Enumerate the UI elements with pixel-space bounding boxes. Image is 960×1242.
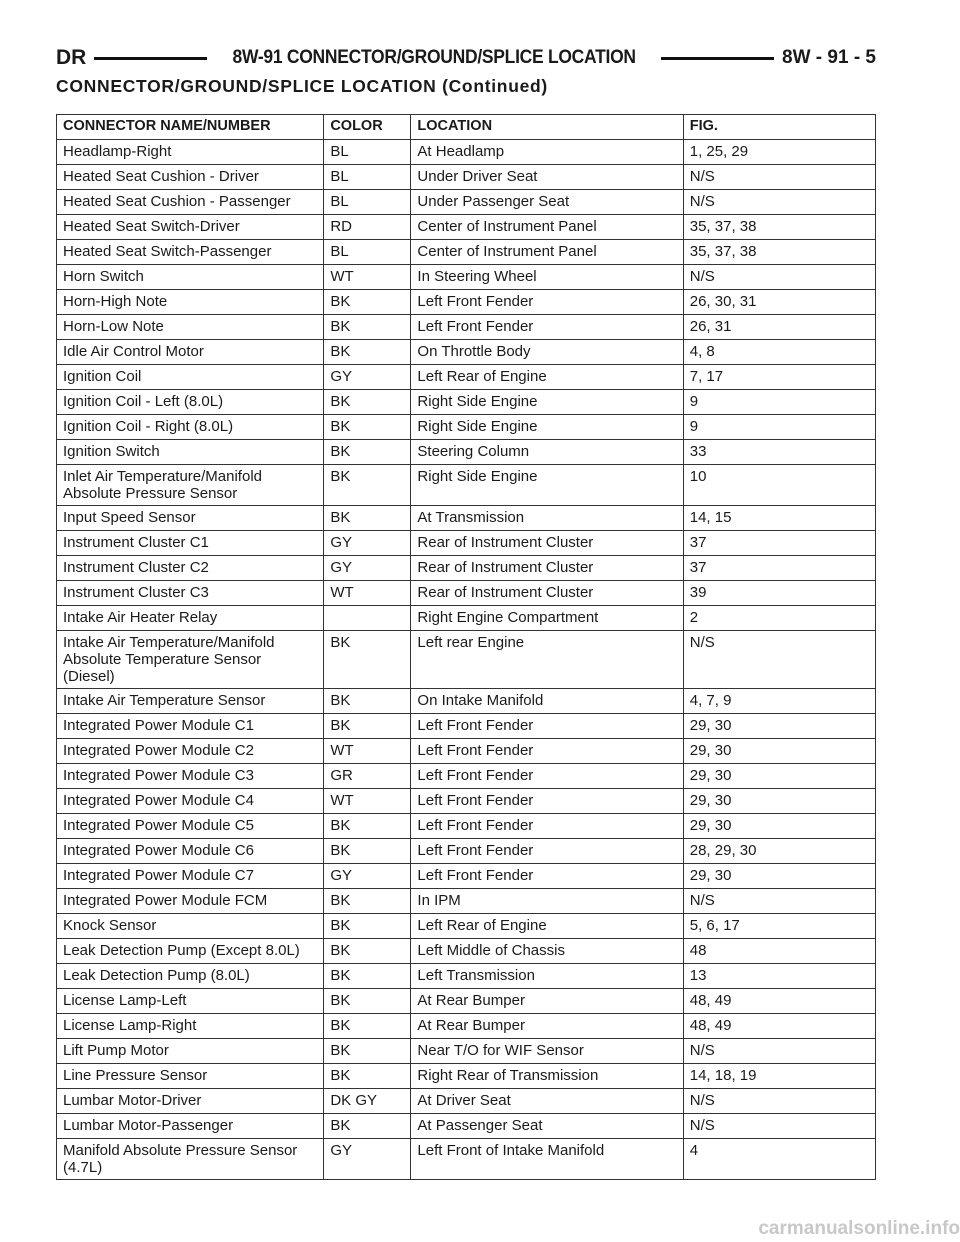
table-row — [57, 989, 876, 1014]
cell-color: BK — [324, 340, 411, 365]
cell-fig: 9 — [683, 415, 875, 440]
cell-color: GY — [324, 556, 411, 581]
cell-location: At Rear Bumper — [411, 1014, 683, 1039]
cell-color: GY — [324, 365, 411, 390]
cell-location: Left Front Fender — [411, 764, 683, 789]
cell-location: Steering Column — [411, 440, 683, 465]
cell-color: BK — [324, 1114, 411, 1139]
cell-fig: 28, 29, 30 — [683, 839, 875, 864]
cell-fig: 13 — [683, 964, 875, 989]
table-header-row — [57, 115, 876, 140]
cell-fig: N/S — [683, 1089, 875, 1114]
cell-location: Center of Instrument Panel — [411, 215, 683, 240]
cell-fig: 1, 25, 29 — [683, 140, 875, 165]
cell-connector: Idle Air Control Motor — [57, 340, 324, 365]
cell-color: BK — [324, 440, 411, 465]
cell-location: Center of Instrument Panel — [411, 240, 683, 265]
cell-color: BK — [324, 506, 411, 531]
section-code: DR — [56, 46, 87, 69]
cell-connector: Integrated Power Module C7 — [57, 864, 324, 889]
cell-color: BK — [324, 889, 411, 914]
cell-fig: 9 — [683, 390, 875, 415]
table-row — [57, 1139, 876, 1180]
cell-location: Right Engine Compartment — [411, 606, 683, 631]
cell-location: Left Rear of Engine — [411, 914, 683, 939]
cell-fig: 4, 8 — [683, 340, 875, 365]
table-row — [57, 240, 876, 265]
cell-connector: Ignition Switch — [57, 440, 324, 465]
cell-location: Left Front Fender — [411, 839, 683, 864]
cell-fig: 4, 7, 9 — [683, 689, 875, 714]
cell-fig: N/S — [683, 1039, 875, 1064]
cell-color: BK — [324, 914, 411, 939]
table-row — [57, 964, 876, 989]
cell-connector: Intake Air Heater Relay — [57, 606, 324, 631]
cell-color: BL — [324, 140, 411, 165]
cell-location: Left Front Fender — [411, 789, 683, 814]
cell-fig: 2 — [683, 606, 875, 631]
cell-connector: Ignition Coil - Right (8.0L) — [57, 415, 324, 440]
cell-connector: Heated Seat Switch-Driver — [57, 215, 324, 240]
cell-connector: Integrated Power Module C1 — [57, 714, 324, 739]
cell-fig: 29, 30 — [683, 814, 875, 839]
table-row — [57, 290, 876, 315]
cell-fig: 37 — [683, 556, 875, 581]
cell-connector: Inlet Air Temperature/Manifold Absolute Pressure Sensor — [57, 465, 324, 506]
cell-connector: License Lamp-Right — [57, 1014, 324, 1039]
cell-color: BL — [324, 165, 411, 190]
table-row — [57, 914, 876, 939]
cell-location: Rear of Instrument Cluster — [411, 531, 683, 556]
table-body — [57, 140, 876, 1180]
cell-location: In Steering Wheel — [411, 265, 683, 290]
cell-color: GY — [324, 864, 411, 889]
cell-connector: Instrument Cluster C3 — [57, 581, 324, 606]
cell-color: BK — [324, 631, 411, 689]
table-row — [57, 1039, 876, 1064]
cell-fig: 35, 37, 38 — [683, 215, 875, 240]
cell-color: WT — [324, 789, 411, 814]
table-row — [57, 689, 876, 714]
cell-color: BK — [324, 465, 411, 506]
cell-location: Under Passenger Seat — [411, 190, 683, 215]
cell-connector: Headlamp-Right — [57, 140, 324, 165]
cell-fig: N/S — [683, 265, 875, 290]
cell-connector: Heated Seat Switch-Passenger — [57, 240, 324, 265]
table-row — [57, 606, 876, 631]
cell-connector: Integrated Power Module C2 — [57, 739, 324, 764]
cell-connector: Integrated Power Module FCM — [57, 889, 324, 914]
cell-connector: Ignition Coil — [57, 365, 324, 390]
cell-connector: Horn-High Note — [57, 290, 324, 315]
table-row — [57, 265, 876, 290]
cell-connector: Leak Detection Pump (Except 8.0L) — [57, 939, 324, 964]
table-row — [57, 839, 876, 864]
cell-location: At Driver Seat — [411, 1089, 683, 1114]
cell-location: Right Side Engine — [411, 390, 683, 415]
cell-fig: N/S — [683, 1114, 875, 1139]
cell-color: BL — [324, 190, 411, 215]
table-row — [57, 864, 876, 889]
cell-color: BK — [324, 415, 411, 440]
cell-location: Right Side Engine — [411, 465, 683, 506]
cell-connector: Intake Air Temperature/Manifold Absolute Temperature Sensor (Diesel) — [57, 631, 324, 689]
cell-color: BK — [324, 1064, 411, 1089]
table-row — [57, 1014, 876, 1039]
cell-location: At Passenger Seat — [411, 1114, 683, 1139]
cell-color: WT — [324, 581, 411, 606]
cell-location: Left rear Engine — [411, 631, 683, 689]
cell-color: BL — [324, 240, 411, 265]
cell-location: Left Front Fender — [411, 739, 683, 764]
cell-location: Left Front Fender — [411, 864, 683, 889]
cell-fig: 29, 30 — [683, 864, 875, 889]
header-rule-right — [661, 57, 774, 60]
cell-color: BK — [324, 989, 411, 1014]
cell-color: BK — [324, 1014, 411, 1039]
cell-fig: 29, 30 — [683, 739, 875, 764]
table-row — [57, 506, 876, 531]
cell-location: In IPM — [411, 889, 683, 914]
cell-location: Left Front Fender — [411, 290, 683, 315]
cell-location: Left Rear of Engine — [411, 365, 683, 390]
cell-color: BK — [324, 390, 411, 415]
cell-location: Near T/O for WIF Sensor — [411, 1039, 683, 1064]
table-row — [57, 340, 876, 365]
cell-location: On Intake Manifold — [411, 689, 683, 714]
cell-location: Left Front Fender — [411, 315, 683, 340]
cell-location: Right Side Engine — [411, 415, 683, 440]
cell-fig: 7, 17 — [683, 365, 875, 390]
cell-location: At Rear Bumper — [411, 989, 683, 1014]
cell-fig: 48, 49 — [683, 1014, 875, 1039]
cell-connector: Heated Seat Cushion - Driver — [57, 165, 324, 190]
cell-color: GR — [324, 764, 411, 789]
column-header-fig: FIG. — [683, 115, 875, 140]
table-row — [57, 465, 876, 506]
cell-color: BK — [324, 939, 411, 964]
cell-location: Left Transmission — [411, 964, 683, 989]
cell-connector: Line Pressure Sensor — [57, 1064, 324, 1089]
cell-color: DK GY — [324, 1089, 411, 1114]
cell-location: At Headlamp — [411, 140, 683, 165]
table-row — [57, 215, 876, 240]
cell-color: BK — [324, 839, 411, 864]
table-row — [57, 390, 876, 415]
cell-fig: N/S — [683, 889, 875, 914]
cell-fig: 4 — [683, 1139, 875, 1180]
table-row — [57, 714, 876, 739]
watermark: carmanualsonline.info — [758, 1218, 960, 1239]
cell-fig: 14, 18, 19 — [683, 1064, 875, 1089]
cell-fig: 14, 15 — [683, 506, 875, 531]
table-row — [57, 764, 876, 789]
cell-connector: Lumbar Motor-Passenger — [57, 1114, 324, 1139]
cell-location: On Throttle Body — [411, 340, 683, 365]
table-row — [57, 165, 876, 190]
cell-fig: 33 — [683, 440, 875, 465]
cell-location: Left Middle of Chassis — [411, 939, 683, 964]
cell-connector: Integrated Power Module C4 — [57, 789, 324, 814]
cell-fig: 26, 30, 31 — [683, 290, 875, 315]
table-row — [57, 415, 876, 440]
cell-connector: Leak Detection Pump (8.0L) — [57, 964, 324, 989]
cell-location: Rear of Instrument Cluster — [411, 581, 683, 606]
cell-color: BK — [324, 315, 411, 340]
page-header — [56, 44, 876, 72]
cell-fig: N/S — [683, 190, 875, 215]
cell-fig: 29, 30 — [683, 714, 875, 739]
cell-connector: Horn Switch — [57, 265, 324, 290]
cell-color: WT — [324, 739, 411, 764]
cell-color: GY — [324, 531, 411, 556]
cell-connector: Instrument Cluster C1 — [57, 531, 324, 556]
column-header-location: LOCATION — [411, 115, 683, 140]
cell-color: BK — [324, 689, 411, 714]
cell-connector: Manifold Absolute Pressure Sensor (4.7L) — [57, 1139, 324, 1180]
cell-connector: Instrument Cluster C2 — [57, 556, 324, 581]
cell-fig: 5, 6, 17 — [683, 914, 875, 939]
cell-fig: 26, 31 — [683, 315, 875, 340]
cell-connector: Heated Seat Cushion - Passenger — [57, 190, 324, 215]
cell-color: BK — [324, 290, 411, 315]
cell-location: At Transmission — [411, 506, 683, 531]
table-row — [57, 739, 876, 764]
cell-fig: 48, 49 — [683, 989, 875, 1014]
cell-color: WT — [324, 265, 411, 290]
cell-connector: Input Speed Sensor — [57, 506, 324, 531]
table-row — [57, 1064, 876, 1089]
cell-fig: 48 — [683, 939, 875, 964]
cell-connector: Horn-Low Note — [57, 315, 324, 340]
cell-fig: N/S — [683, 631, 875, 689]
cell-location: Left Front Fender — [411, 714, 683, 739]
cell-color: GY — [324, 1139, 411, 1180]
cell-color: RD — [324, 215, 411, 240]
header-rule-left — [94, 57, 207, 60]
connector-location-table — [56, 114, 876, 1180]
cell-connector: License Lamp-Left — [57, 989, 324, 1014]
cell-connector: Knock Sensor — [57, 914, 324, 939]
cell-fig: 39 — [683, 581, 875, 606]
cell-color: BK — [324, 714, 411, 739]
table-row — [57, 1114, 876, 1139]
cell-location: Left Front Fender — [411, 814, 683, 839]
cell-color: BK — [324, 964, 411, 989]
table-row — [57, 814, 876, 839]
table-row — [57, 889, 876, 914]
section-title: 8W-91 CONNECTOR/GROUND/SPLICE LOCATION — [232, 47, 636, 68]
column-header-connector: CONNECTOR NAME/NUMBER — [57, 115, 324, 140]
table-title: CONNECTOR/GROUND/SPLICE LOCATION (Continued) — [56, 76, 548, 96]
table-row — [57, 140, 876, 165]
cell-fig: 29, 30 — [683, 764, 875, 789]
cell-fig: 35, 37, 38 — [683, 240, 875, 265]
table-row — [57, 531, 876, 556]
cell-location: Left Front of Intake Manifold — [411, 1139, 683, 1180]
table-row — [57, 190, 876, 215]
cell-connector: Lift Pump Motor — [57, 1039, 324, 1064]
cell-connector: Ignition Coil - Left (8.0L) — [57, 390, 324, 415]
cell-connector: Integrated Power Module C3 — [57, 764, 324, 789]
table-row — [57, 556, 876, 581]
table-row — [57, 581, 876, 606]
table-row — [57, 365, 876, 390]
cell-color — [324, 606, 411, 631]
page-number: 8W - 91 - 5 — [782, 47, 876, 68]
cell-location: Right Rear of Transmission — [411, 1064, 683, 1089]
cell-location: Under Driver Seat — [411, 165, 683, 190]
table-row — [57, 939, 876, 964]
table-row — [57, 315, 876, 340]
table-row — [57, 440, 876, 465]
table-row — [57, 631, 876, 689]
table-row — [57, 1089, 876, 1114]
cell-color: BK — [324, 1039, 411, 1064]
cell-fig: 29, 30 — [683, 789, 875, 814]
cell-fig: N/S — [683, 165, 875, 190]
cell-connector: Lumbar Motor-Driver — [57, 1089, 324, 1114]
cell-fig: 10 — [683, 465, 875, 506]
table-row — [57, 789, 876, 814]
cell-fig: 37 — [683, 531, 875, 556]
cell-connector: Integrated Power Module C6 — [57, 839, 324, 864]
cell-connector: Integrated Power Module C5 — [57, 814, 324, 839]
cell-location: Rear of Instrument Cluster — [411, 556, 683, 581]
column-header-color: COLOR — [324, 115, 411, 140]
cell-connector: Intake Air Temperature Sensor — [57, 689, 324, 714]
cell-color: BK — [324, 814, 411, 839]
